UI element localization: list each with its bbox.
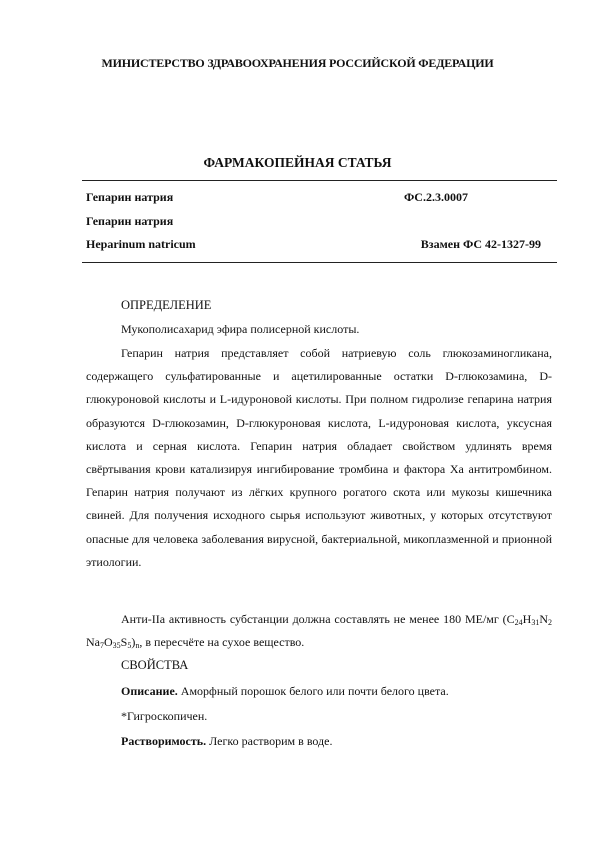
formula-sub-h: 31 — [531, 618, 540, 627]
description-label: Описание. — [121, 684, 178, 698]
description-line — [121, 684, 449, 699]
solubility-line — [121, 734, 332, 749]
divider-bottom — [82, 262, 557, 263]
substance-name-ru-2: Гепарин натрия — [86, 214, 174, 228]
formula-sub-c: 24 — [514, 618, 523, 627]
section-heading-definition: ОПРЕДЕЛЕНИЕ — [121, 298, 212, 312]
meta-row-name-2 — [86, 212, 553, 230]
solubility-text: Легко растворим в воде. — [206, 734, 333, 748]
formula-sub-o: 35 — [112, 641, 121, 651]
activity-text-end: , в пересчёте на сухое вещество. — [139, 635, 305, 650]
definition-paragraph: Гепарин натрия представляет собой натриевую соль глюкозаминогликана, содержащего сульфатированные и ацетилированные остатки D-глюкозамина, D-глюкуроновой кислоты и L-идуроновой кислоты. При полном гидролизе гепарина натрия образуются D-глюкозамин, D-глюкуроновая кислота, L-идуроновая кислота, уксусная кислота и серная кислота. Гепарин натрия обладает свойством удлинять время свёртывания крови катализируя ингибирование тромбина и фактора Xa антитромбином. Гепарин натрия получают из лёгких крупного рогатого скота или мукозы кишечника свиней. Для получения исходного сырья используют животных, у которых отсутствуют опасные для человека заболевания вирусной, бактериальной, микоплазменной и прионной этиологии. — [86, 346, 552, 569]
solubility-label: Растворимость. — [121, 734, 207, 748]
substance-name-latin: Heparinum natricum — [86, 237, 196, 251]
formula-sub-na: 7 — [100, 641, 104, 651]
meta-row-name — [86, 188, 553, 206]
description-text: Аморфный порошок белого или почти белого цвета. — [177, 684, 449, 698]
formula-h: H — [522, 612, 532, 626]
hygroscopic-line: *Гигроскопичен. — [121, 709, 208, 723]
definition-line: Мукополисахарид эфира полисерной кислоты. — [121, 322, 360, 336]
activity-paragraph — [86, 608, 552, 654]
formula-na: Na — [86, 635, 100, 650]
formula-s: S — [120, 635, 128, 650]
divider-top — [82, 180, 557, 181]
formula-sub-s: 5 — [127, 641, 132, 651]
formula-o: O — [104, 635, 113, 650]
formula-n: N — [539, 612, 548, 626]
substance-name-ru: Гепарин натрия — [86, 190, 174, 204]
meta-row-latin — [86, 235, 553, 253]
article-code: ФС.2.3.0007 — [404, 190, 468, 204]
replaces-note: Взамен ФС 42-1327-99 — [420, 237, 541, 251]
formula-sub-n: 2 — [548, 618, 552, 627]
document-title: ФАРМАКОПЕЙНАЯ СТАТЬЯ — [203, 155, 392, 170]
ministry-header: МИНИСТЕРСТВО ЗДРАВООХРАНЕНИЯ РОССИЙСКОЙ ФЕДЕРАЦИИ — [101, 56, 494, 70]
activity-text-start: Анти-IIa активность субстанции должна составлять не менее 180 МЕ/мг (C — [121, 612, 515, 626]
section-heading-properties: СВОЙСТВА — [121, 658, 189, 672]
formula-close: ) — [131, 635, 136, 650]
formula-sub-n-polymer: n — [135, 641, 140, 651]
